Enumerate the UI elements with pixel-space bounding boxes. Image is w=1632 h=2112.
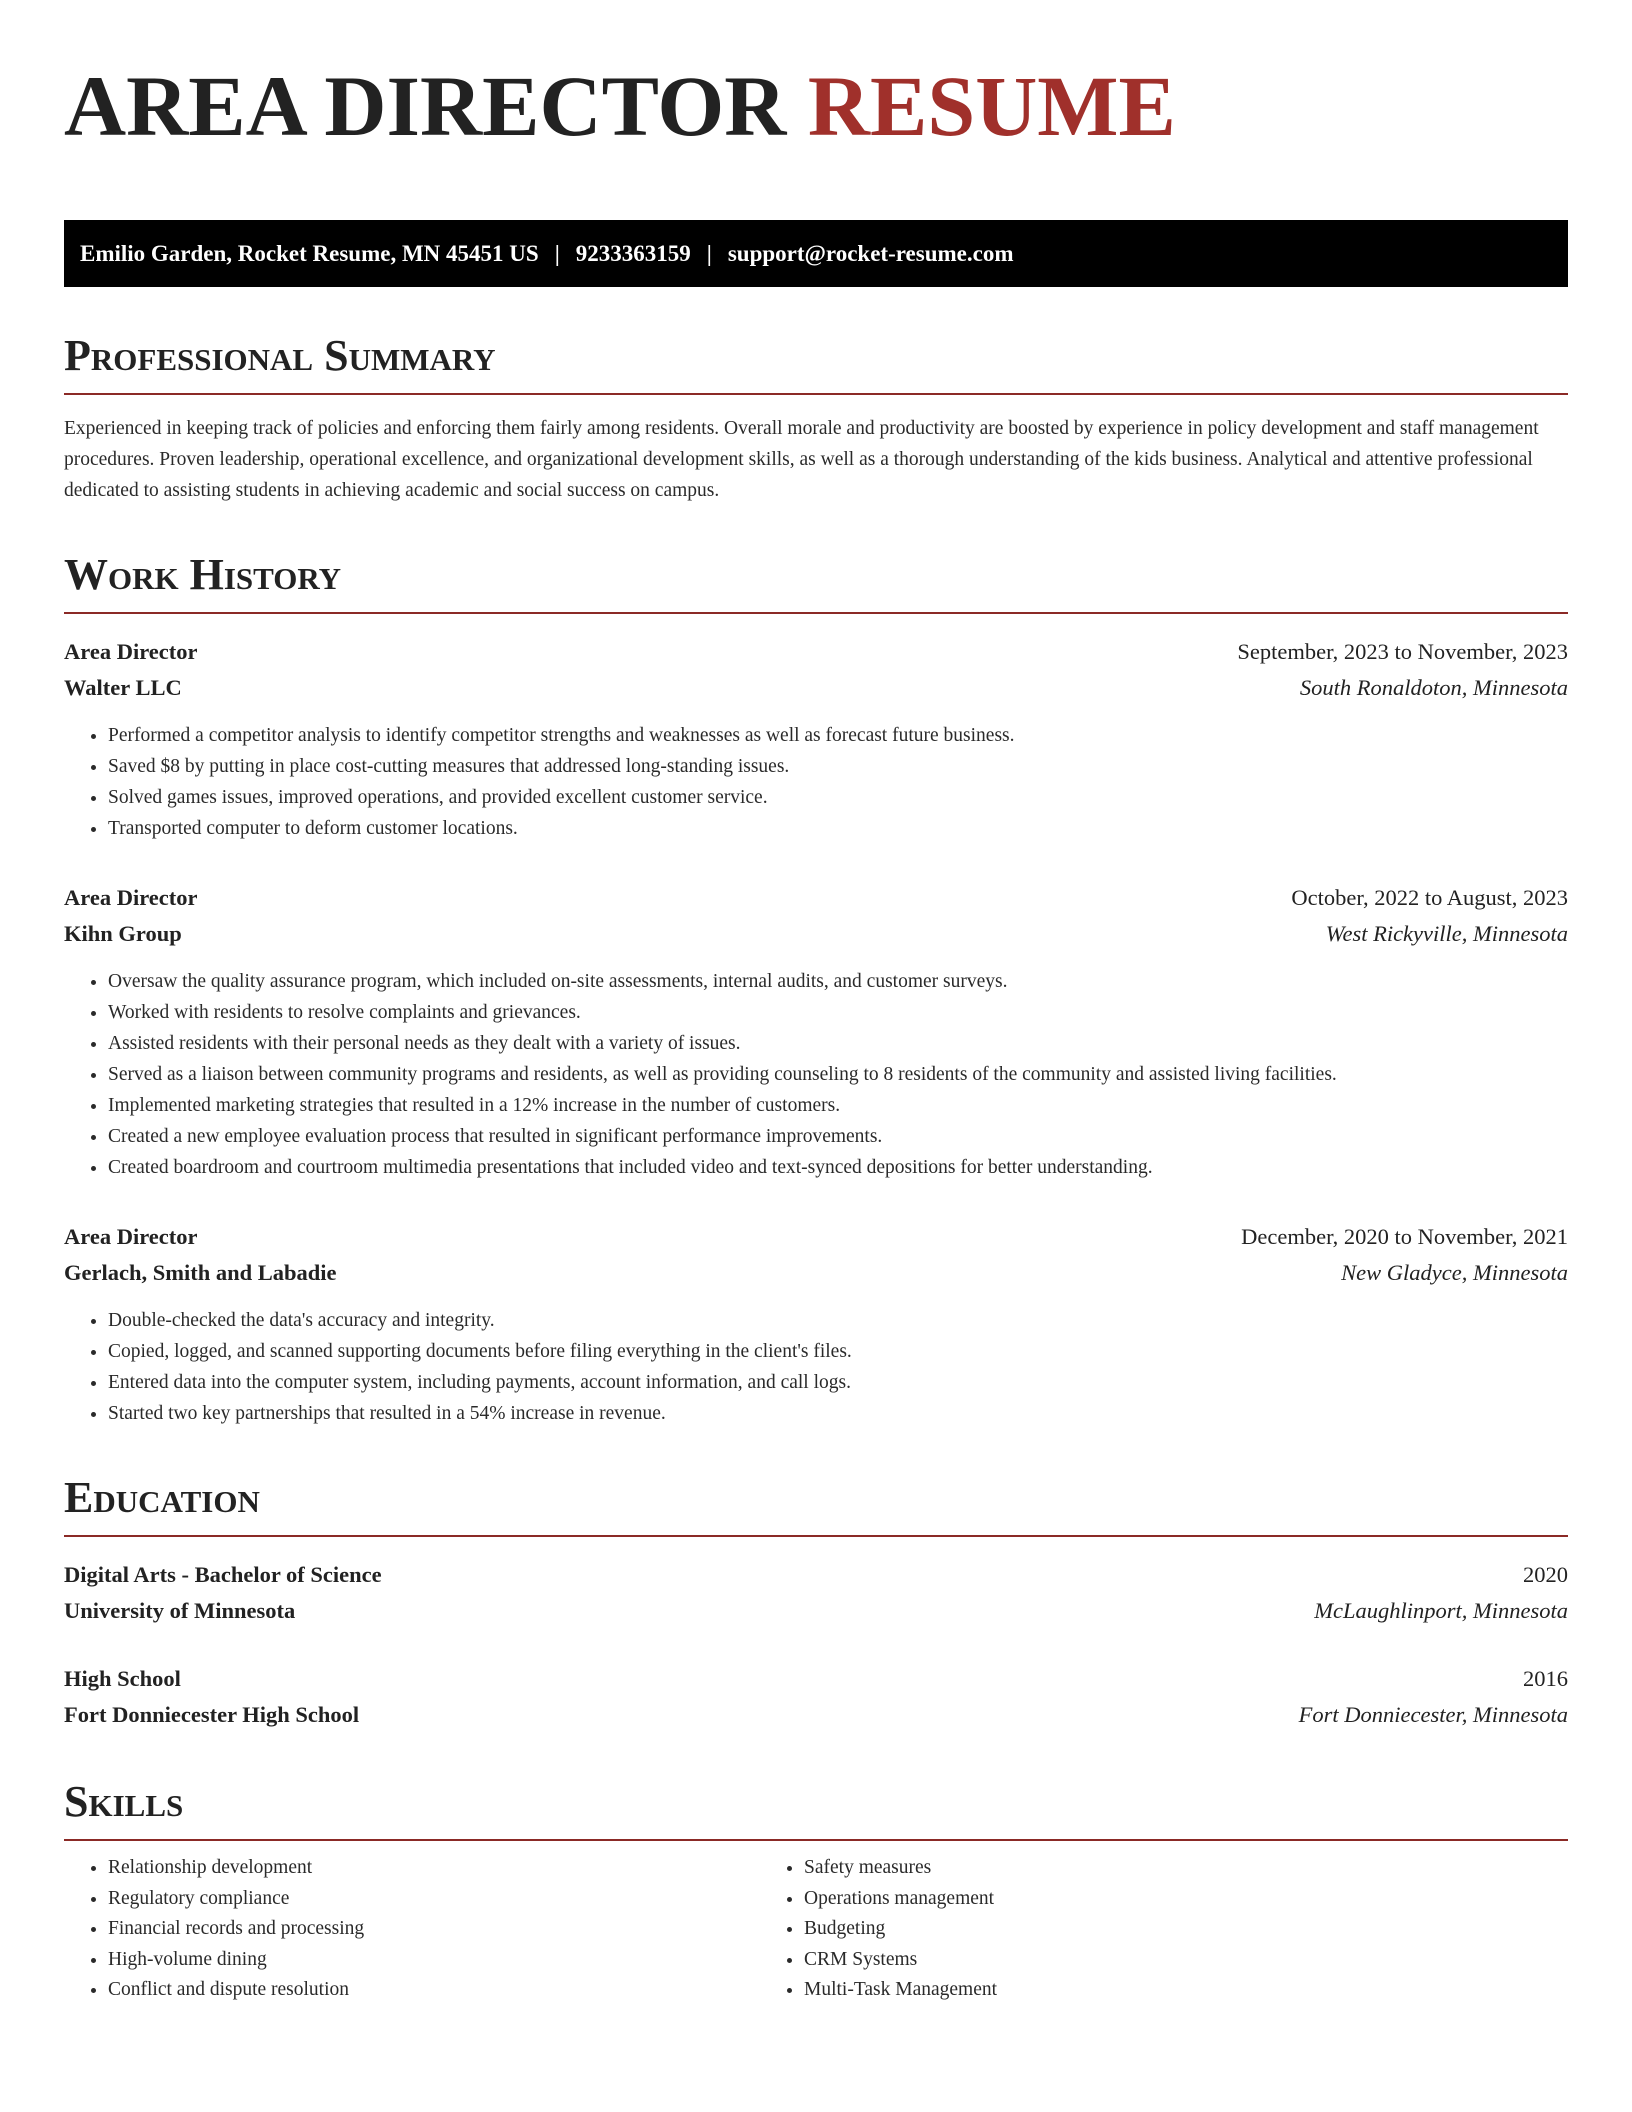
title-accent: RESUME xyxy=(807,58,1176,154)
contact-address: Emilio Garden, Rocket Resume, MN 45451 US xyxy=(80,240,539,266)
job-header-row xyxy=(64,634,1568,670)
list-item: • Solved games issues, improved operations, and provided excellent customer service. xyxy=(108,782,1568,813)
job-entry xyxy=(64,634,1568,844)
education-school-row xyxy=(64,1697,1568,1733)
education-school: Fort Donniecester High School xyxy=(64,1702,360,1727)
list-item: • Worked with residents to resolve complaints and grievances. xyxy=(108,997,1568,1028)
job-header-row xyxy=(64,1219,1568,1255)
list-item: • Started two key partnerships that resulted in a 54% increase in revenue. xyxy=(108,1398,1568,1429)
list-item: • Transported computer to deform customer locations. xyxy=(108,813,1568,844)
list-item: • Oversaw the quality assurance program, which included on-site assessments, internal audits, and customer surveys. xyxy=(108,966,1568,997)
job-bullets xyxy=(64,1305,1568,1429)
list-item: • Implemented marketing strategies that resulted in a 12% increase in the number of customers. xyxy=(108,1090,1568,1121)
list-item: • Double-checked the data's accuracy and integrity. xyxy=(108,1305,1568,1336)
contact-bar xyxy=(64,220,1568,287)
education-degree-row xyxy=(64,1557,1568,1593)
job-dates: October, 2022 to August, 2023 xyxy=(1291,885,1568,910)
contact-separator: | xyxy=(554,240,560,266)
job-company: Walter LLC xyxy=(64,675,182,700)
job-title: Area Director xyxy=(64,1224,198,1249)
section-heading-education: Education xyxy=(64,1473,1568,1537)
job-header-row xyxy=(64,880,1568,916)
list-item: • Copied, logged, and scanned supporting documents before filing everything in the client's files. xyxy=(108,1336,1568,1367)
job-location: South Ronaldoton, Minnesota xyxy=(1299,675,1568,700)
section-heading-skills: Skills xyxy=(64,1777,1568,1841)
contact-phone: 9233363159 xyxy=(575,240,691,266)
job-company-row xyxy=(64,670,1568,706)
education-entry xyxy=(64,1661,1568,1733)
skill-item: • Regulatory compliance xyxy=(108,1884,760,1915)
job-title: Area Director xyxy=(64,885,198,910)
job-company-row xyxy=(64,1255,1568,1291)
list-item: • Saved $8 by putting in place cost-cutting measures that addressed long-standing issues. xyxy=(108,751,1568,782)
skills-list xyxy=(64,1853,1568,2006)
page-title xyxy=(64,56,1568,156)
education-degree: Digital Arts - Bachelor of Science xyxy=(64,1562,382,1587)
job-entry xyxy=(64,1219,1568,1429)
education-school: University of Minnesota xyxy=(64,1598,296,1623)
section-heading-work-history: Work History xyxy=(64,550,1568,614)
skill-item: • Conflict and dispute resolution xyxy=(108,1975,760,2006)
job-dates: September, 2023 to November, 2023 xyxy=(1237,639,1568,664)
list-item: • Performed a competitor analysis to identify competitor strengths and weaknesses as well as forecast future business. xyxy=(108,720,1568,751)
title-main: AREA DIRECTOR xyxy=(64,58,787,154)
list-item: • Created a new employee evaluation process that resulted in significant performance improvements. xyxy=(108,1121,1568,1152)
education-school-row xyxy=(64,1593,1568,1629)
section-heading-summary: Professional Summary xyxy=(64,331,1568,395)
skill-item: • High-volume dining xyxy=(108,1945,760,1976)
list-item: • Assisted residents with their personal needs as they dealt with a variety of issues. xyxy=(108,1028,1568,1059)
education-year: 2020 xyxy=(1523,1562,1568,1587)
job-company-row xyxy=(64,916,1568,952)
education-entry xyxy=(64,1557,1568,1629)
skill-item: • Safety measures xyxy=(804,1853,1456,1884)
list-item: • Entered data into the computer system, including payments, account information, and call logs. xyxy=(108,1367,1568,1398)
education-degree-row xyxy=(64,1661,1568,1697)
job-bullets xyxy=(64,720,1568,844)
job-location: West Rickyville, Minnesota xyxy=(1325,921,1568,946)
job-company: Gerlach, Smith and Labadie xyxy=(64,1260,337,1285)
summary-text: Experienced in keeping track of policies and enforcing them fairly among residents. Overall morale and productivity are boosted by experience in policy development and staff management procedures. Proven leadership, operational excellence, and organizational development skills, as well as a thorough understanding of the kids business. Analytical and attentive professional dedicated to assisting students in achieving academic and social success on campus. xyxy=(64,418,1539,501)
job-dates: December, 2020 to November, 2021 xyxy=(1241,1224,1568,1249)
job-location: New Gladyce, Minnesota xyxy=(1341,1260,1568,1285)
skill-item: • Operations management xyxy=(804,1884,1456,1915)
education-degree: High School xyxy=(64,1666,181,1691)
job-company: Kihn Group xyxy=(64,921,182,946)
education-year: 2016 xyxy=(1523,1666,1568,1691)
skills-column-right xyxy=(760,1853,1456,2006)
skill-item: • Relationship development xyxy=(108,1853,760,1884)
job-entry xyxy=(64,880,1568,1183)
skill-item: • Budgeting xyxy=(804,1914,1456,1945)
skill-item: • CRM Systems xyxy=(804,1945,1456,1976)
job-bullets xyxy=(64,966,1568,1183)
job-title: Area Director xyxy=(64,639,198,664)
education-location: Fort Donniecester, Minnesota xyxy=(1298,1702,1568,1727)
list-item: • Created boardroom and courtroom multimedia presentations that included video and text-synced depositions for better understanding. xyxy=(108,1152,1568,1183)
list-item: • Served as a liaison between community programs and residents, as well as providing counseling to 8 residents of the community and assisted living facilities. xyxy=(108,1059,1568,1090)
contact-separator: | xyxy=(706,240,712,266)
education-location: McLaughlinport, Minnesota xyxy=(1314,1598,1568,1623)
skill-item: • Financial records and processing xyxy=(108,1914,760,1945)
skill-item: • Multi-Task Management xyxy=(804,1975,1456,2006)
skills-column-left xyxy=(64,1853,760,2006)
contact-email: support@rocket-resume.com xyxy=(727,240,1014,266)
